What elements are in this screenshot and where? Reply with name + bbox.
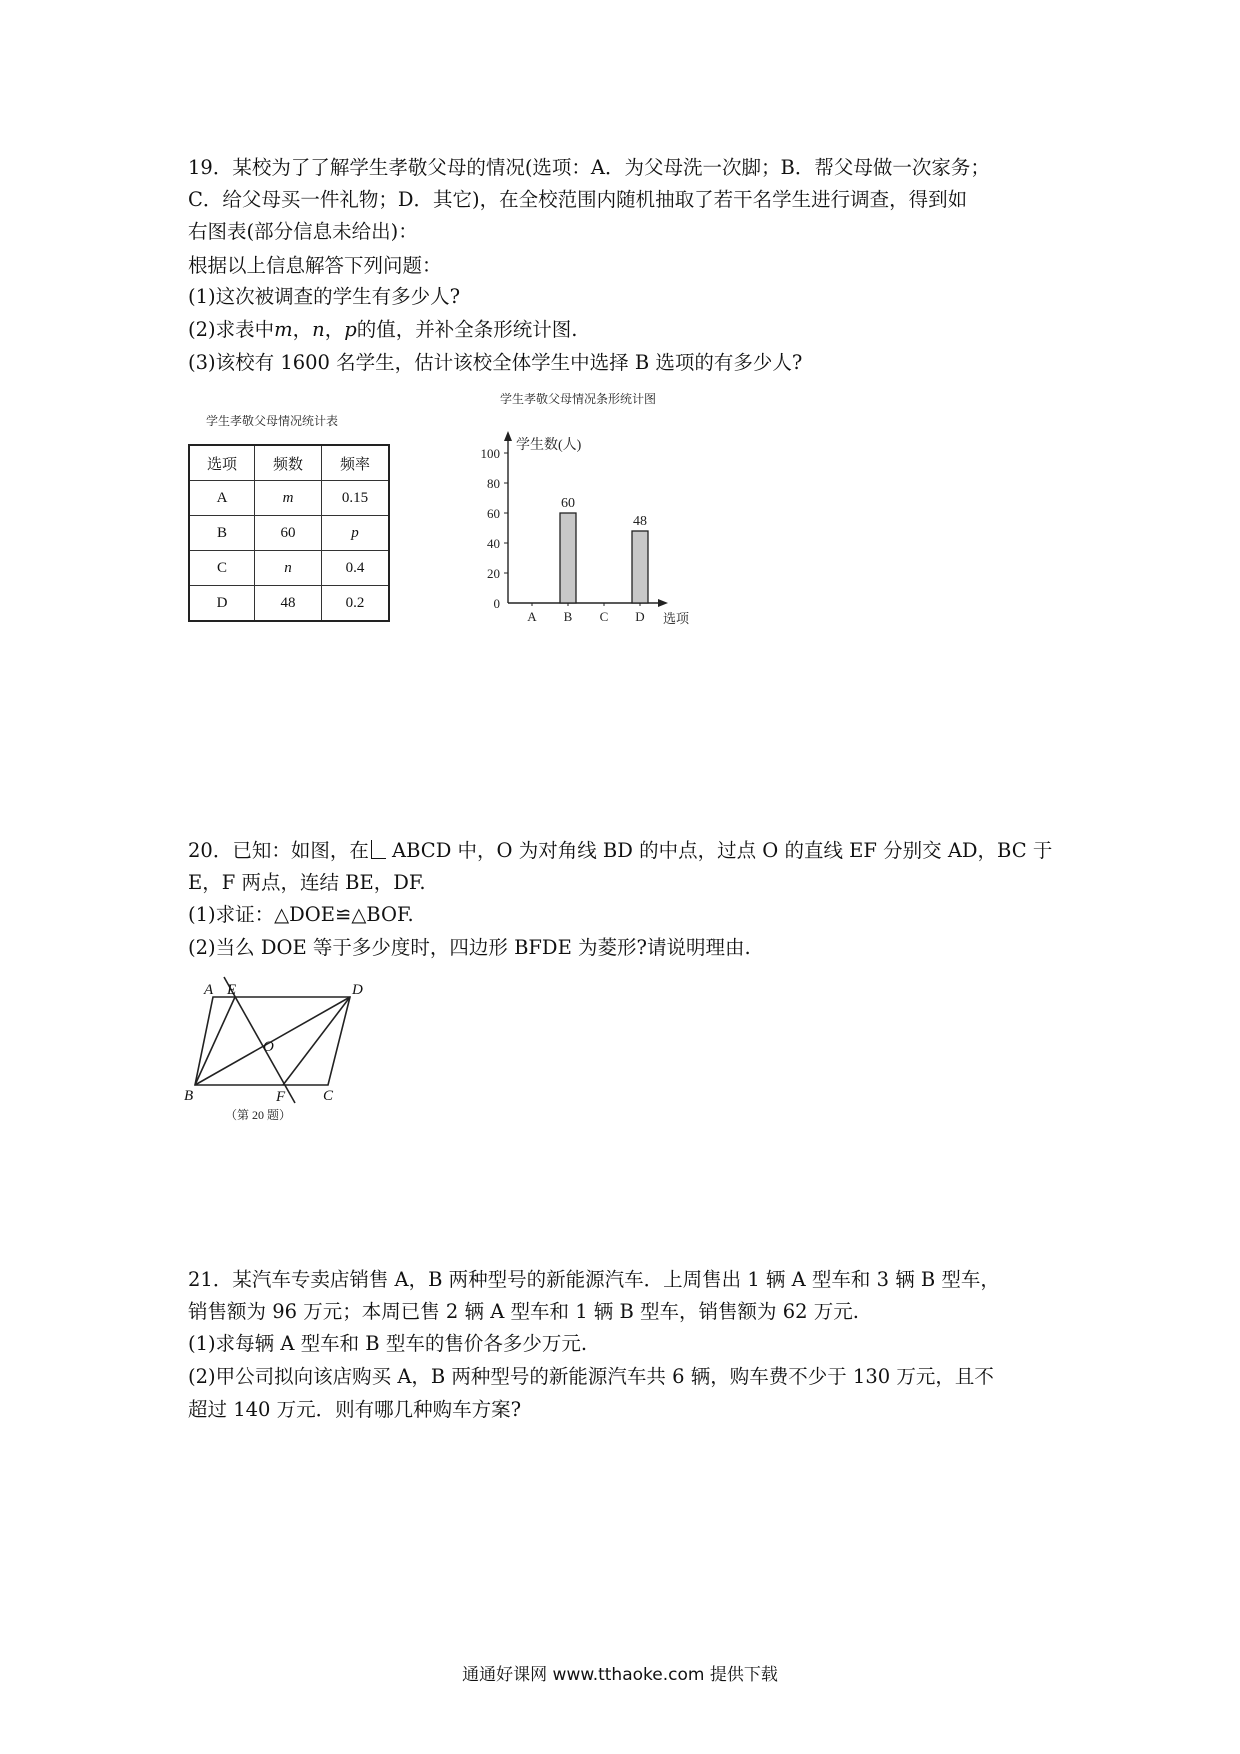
x-axis-arrow xyxy=(658,599,668,607)
bar xyxy=(632,531,648,603)
x-tick-label: B xyxy=(563,609,573,624)
y-tick-label: 80 xyxy=(487,476,500,491)
table-cell: D xyxy=(189,586,255,622)
page-footer: 通通好课网 www.tthaoke.com 提供下载 xyxy=(462,1665,778,1685)
x-tick-label: D xyxy=(635,609,645,624)
q19-line-6-prefix: (2)求表中 xyxy=(188,318,275,341)
segment-df xyxy=(283,997,350,1085)
q20-line-1 xyxy=(188,837,1052,865)
label-e: E xyxy=(227,982,237,998)
x-tick-label: A xyxy=(527,609,537,624)
q19-line-3: 右图表(部分信息未给出)： xyxy=(188,220,418,243)
label-c: C xyxy=(323,1088,334,1104)
q19-line-6-suffix: 的值，并补全条形统计图. xyxy=(356,318,578,341)
table-header: 选项 xyxy=(189,445,255,481)
q21-line-4: (2)甲公司拟向该店购买 A，B 两种型号的新能源汽车共 6 辆，购车费不少于 130 万元，且不 xyxy=(188,1365,994,1388)
label-a: A xyxy=(204,982,214,998)
table-header: 频率 xyxy=(322,445,390,481)
table-cell: 0.2 xyxy=(322,586,390,622)
table-cell: C xyxy=(189,551,255,586)
y-tick-label: 20 xyxy=(487,566,500,581)
data-label: 48 xyxy=(633,514,647,529)
label-d: D xyxy=(352,982,363,998)
y-tick-label: 40 xyxy=(487,536,500,551)
q19-line-2: C．给父母买一件礼物；D．其它)，在全校范围内随机抽取了若干名学生进行调查，得到如 xyxy=(188,188,968,211)
table-header-row xyxy=(189,445,389,481)
q19-line-4: 根据以上信息解答下列问题： xyxy=(188,254,442,277)
table-cell: B xyxy=(189,516,255,551)
parallelogram-symbol xyxy=(371,840,386,859)
table-cell: A xyxy=(189,481,255,516)
table-title: 学生孝敬父母情况统计表 xyxy=(206,414,339,428)
table-row xyxy=(189,481,389,516)
q20-line-3: (1)求证：△DOE≌△BOF. xyxy=(188,903,414,926)
figure-caption: （第 20 题） xyxy=(225,1108,292,1122)
q20-line-2: E，F 两点，连结 BE，DF. xyxy=(188,871,426,894)
table-header: 频数 xyxy=(255,445,322,481)
q21-line-3: (1)求每辆 A 型车和 B 型车的售价各多少万元. xyxy=(188,1332,588,1355)
var-m: m xyxy=(274,318,293,341)
label-f: F xyxy=(276,1089,286,1105)
label-b: B xyxy=(184,1088,194,1104)
table-row xyxy=(189,586,389,622)
q20-line-4: (2)当么 DOE 等于多少度时，四边形 BFDE 为菱形?请说明理由. xyxy=(188,936,751,959)
var-p: p xyxy=(344,318,357,341)
segment-be xyxy=(195,997,235,1085)
y-axis-label: 学生数(人) xyxy=(516,438,582,453)
table-cell: 48 xyxy=(255,586,322,622)
table-row xyxy=(189,551,389,586)
y-tick-label: 0 xyxy=(493,596,500,611)
table-cell: m xyxy=(255,481,322,516)
q20-line-1-suffix: ABCD 中，O 为对角线 BD 的中点，过点 O 的直线 EF 分别交 AD，BC 于 xyxy=(385,839,1053,862)
q21-line-1: 21．某汽车专卖店销售 A，B 两种型号的新能源汽车．上周售出 1 辆 A 型车和 3 辆 B 型车， xyxy=(188,1268,1000,1291)
x-tick-label: C xyxy=(599,609,609,624)
table-row xyxy=(189,516,389,551)
label-o: O xyxy=(263,1039,274,1055)
table-cell: p xyxy=(322,516,390,551)
parallelogram-figure xyxy=(180,975,380,1125)
bar-chart xyxy=(440,405,740,635)
statistics-table xyxy=(188,444,390,622)
q19-line-7: (3)该校有 1600 名学生，估计该校全体学生中选择 B 选项的有多少人? xyxy=(188,351,803,374)
y-tick-label: 60 xyxy=(487,506,500,521)
q21-line-5: 超过 140 万元．则有哪几种购车方案? xyxy=(188,1398,522,1421)
q19-line-6: (2)求表中m，n，p的值，并补全条形统计图. xyxy=(188,318,578,341)
var-n: n xyxy=(312,318,325,341)
chart-title: 学生孝敬父母情况条形统计图 xyxy=(500,392,657,406)
q19-line-1: 19．某校为了了解学生孝敬父母的情况(选项：A．为父母洗一次脚；B．帮父母做一次家务； xyxy=(188,156,990,179)
y-axis-arrow xyxy=(504,431,512,441)
bar xyxy=(560,513,576,603)
table-cell: n xyxy=(255,551,322,586)
q20-line-1-prefix: 20．已知：如图，在 xyxy=(188,839,369,862)
q21-line-2: 销售额为 96 万元；本周已售 2 辆 A 型车和 1 辆 B 型车，销售额为 62 万元. xyxy=(188,1300,859,1323)
q19-line-5: (1)这次被调查的学生有多少人? xyxy=(188,285,461,308)
table-cell: 0.4 xyxy=(322,551,390,586)
x-axis-label: 选项 xyxy=(662,611,690,626)
table-cell: 60 xyxy=(255,516,322,551)
table-cell: 0.15 xyxy=(322,481,390,516)
data-label: 60 xyxy=(561,496,575,511)
y-tick-label: 100 xyxy=(480,446,500,461)
